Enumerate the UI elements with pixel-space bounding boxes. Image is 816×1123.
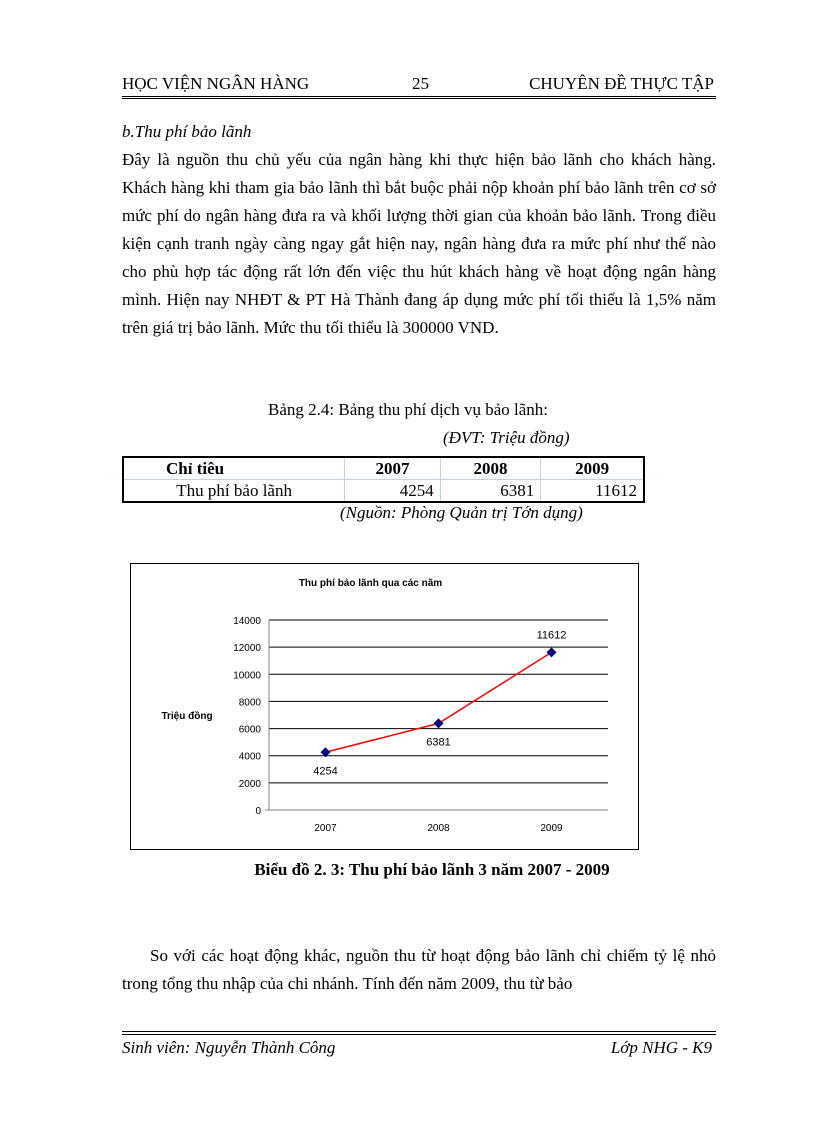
- table-cell: 6381: [440, 480, 540, 503]
- data-label: 4254: [313, 765, 338, 778]
- header-institution: HỌC VIỆN NGÂN HÀNG: [122, 74, 310, 93]
- fee-table: [122, 456, 645, 503]
- data-point-marker: [547, 647, 557, 657]
- chart-caption: [0, 860, 816, 880]
- data-label: 6381: [426, 736, 451, 749]
- y-tick-label: 2000: [238, 778, 261, 790]
- table-cell: 4254: [345, 480, 441, 503]
- footer-student: Sinh viên: Nguyễn Thành Công: [122, 1038, 336, 1057]
- chart-svg: [131, 564, 638, 849]
- y-tick-label: 0: [255, 806, 261, 817]
- table-row: [123, 480, 644, 503]
- y-tick-label: 4000: [238, 751, 261, 763]
- y-tick-label: 12000: [233, 643, 261, 655]
- header-document-type: CHUYÊN ĐỀ THỰC TẬP: [529, 74, 714, 93]
- x-tick-label: 2007: [314, 823, 337, 834]
- table-header-cell: 2007: [345, 457, 441, 480]
- table-caption: [0, 400, 816, 420]
- table-header-cell: 2009: [541, 457, 644, 480]
- x-tick-label: 2008: [427, 823, 450, 834]
- x-tick-label: 2009: [540, 823, 563, 834]
- footer-rule: [122, 1031, 716, 1035]
- y-tick-label: 8000: [238, 697, 261, 709]
- y-tick-label: 14000: [233, 616, 261, 627]
- page-header: [122, 72, 716, 98]
- table-source: (Nguồn: Phòng Quản trị Tớn dụng): [340, 503, 583, 522]
- table-caption-text: Bảng 2.4: Bảng thu phí dịch vụ bảo lãnh:: [268, 400, 548, 419]
- footer-class: Lớp NHG - K9: [610, 1038, 712, 1057]
- fee-chart: [130, 563, 639, 850]
- table-cell: 11612: [595, 480, 637, 500]
- header-rule: [122, 96, 716, 99]
- y-axis-label: Triệu đồng: [161, 711, 213, 722]
- table-unit: (ĐVT: Triệu đồng): [443, 428, 570, 447]
- y-tick-label: 6000: [238, 724, 261, 736]
- y-tick-label: 10000: [233, 670, 261, 682]
- chart-title: Thu phí bảo lãnh qua các năm: [298, 578, 443, 589]
- table-header-row: [123, 457, 644, 480]
- page-number: 25: [412, 74, 429, 93]
- closing-paragraph: So với các hoạt động khác, nguồn thu từ hoạt động bảo lãnh chỉ chiếm tỷ lệ nhỏ trong tổng thu nhập của chi nhánh. Tính đến năm 2009, thu từ bảo: [122, 946, 716, 993]
- data-label: 11612: [536, 629, 567, 642]
- table-header-cell: Chỉ tiêu: [123, 457, 345, 480]
- table-header-cell: 2008: [440, 457, 540, 480]
- section-title: b.Thu phí bảo lãnh: [122, 122, 252, 141]
- table-cell: Thu phí bảo lãnh: [123, 480, 345, 503]
- data-point-marker: [434, 718, 444, 728]
- section-paragraph: Đây là nguồn thu chủ yếu của ngân hàng khi thực hiện bảo lãnh cho khách hàng. Khách hàng khi tham gia bảo lãnh thì bắt buộc phải nộp khoản phí bảo lãnh trên cơ sở mức phí do ngân hàng đưa ra và khối lượng thời gian của khoản bảo lãnh. Trong điều kiện cạnh tranh ngày càng ngay gắt hiện nay, ngân hàng đưa ra mức phí như thế nào cho phù hợp tác động rất lớn đến việc thu hút khách hàng về hoạt động ngân hàng mình. Hiện nay NHĐT & PT Hà Thành đang áp dụng mức phí tối thiểu là 1,5% năm trên giá trị bảo lãnh. Mức thu tối thiểu là 300000 VND.: [122, 150, 716, 337]
- chart-caption-text: Biểu đồ 2. 3: Thu phí bảo lãnh 3 năm 2007 - 2009: [254, 860, 610, 879]
